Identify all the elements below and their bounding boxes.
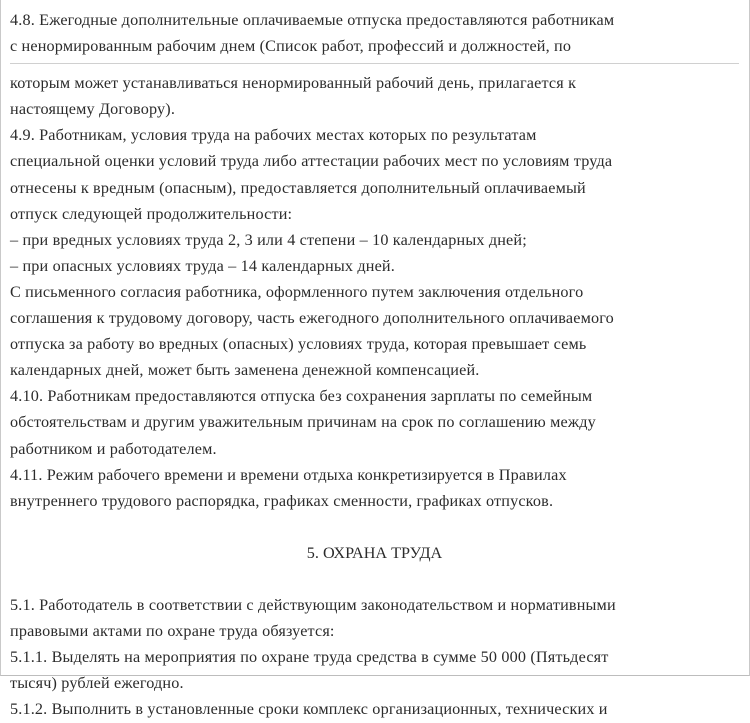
- section-heading: 5. ОХРАНА ТРУДА: [306, 543, 443, 562]
- text-line: 5.1.2. Выполнить в установленные сроки комплекс организационных, технических и: [10, 700, 608, 719]
- blank-line-before-heading: [10, 514, 739, 540]
- text-line: соглашения к трудовому договору, часть ежегодного дополнительного оплачиваемого: [10, 309, 614, 328]
- paragraph-group-section-5: [10, 592, 739, 722]
- document-body: [1, 0, 749, 723]
- text-line: отпуск следующей продолжительности:: [10, 204, 293, 223]
- text-line: специальной оценки условий труда либо аттестации рабочих мест по условиям труда: [10, 152, 613, 171]
- text-line: с ненормированным рабочим днем (Список работ, профессий и должностей, по: [10, 37, 572, 56]
- text-line: настоящему Договору).: [10, 100, 176, 119]
- text-line: календарных дней, может быть заменена денежной компенсацией.: [10, 361, 480, 380]
- text-line: отнесены к вредным (опасным), предоставляется дополнительный оплачиваемый: [10, 178, 586, 197]
- paragraph-group-main: [10, 64, 739, 514]
- text-line: 4.9. Работникам, условия труда на рабочих местах которых по результатам: [10, 126, 537, 145]
- text-line: – при вредных условиях труда 2, 3 или 4 степени – 10 календарных дней;: [10, 230, 527, 249]
- text-line: которым может устанавливаться ненормированный рабочий день, прилагается к: [10, 74, 577, 93]
- text-line: тысяч) рублей ежегодно.: [10, 674, 184, 693]
- text-line: обстоятельствам и другим уважительным причинам на срок по соглашению между: [10, 413, 596, 432]
- text-line: – при опасных условиях труда – 14 календарных дней.: [10, 256, 395, 275]
- text-line: внутреннего трудового распорядка, графиках сменности, графиках отпусков.: [10, 491, 554, 510]
- text-line: С письменного согласия работника, оформленного путем заключения отдельного: [10, 282, 584, 301]
- blank-line-after-heading: [10, 566, 739, 592]
- text-line: 5.1.1. Выделять на мероприятия по охране труда средства в сумме 50 000 (Пятьдесят: [10, 648, 609, 667]
- text-line: отпуска за работу во вредных (опасных) условиях труда, которая превышает семь: [10, 335, 587, 354]
- text-line: 4.11. Режим рабочего времени и времени отдыха конкретизируется в Правилах: [10, 465, 567, 484]
- text-line: 4.8. Ежегодные дополнительные оплачиваемые отпуска предоставляются работникам: [10, 11, 615, 29]
- text-line: 4.10. Работникам предоставляются отпуска без сохранения зарплаты по семейным: [10, 387, 593, 406]
- paragraph-clause-4-8: [10, 0, 739, 59]
- text-line: правовыми актами по охране труда обязуется:: [10, 622, 335, 641]
- text-line: 5.1. Работодатель в соответствии с действующим законодательством и нормативными: [10, 596, 616, 615]
- text-line: работником и работодателем.: [10, 439, 217, 458]
